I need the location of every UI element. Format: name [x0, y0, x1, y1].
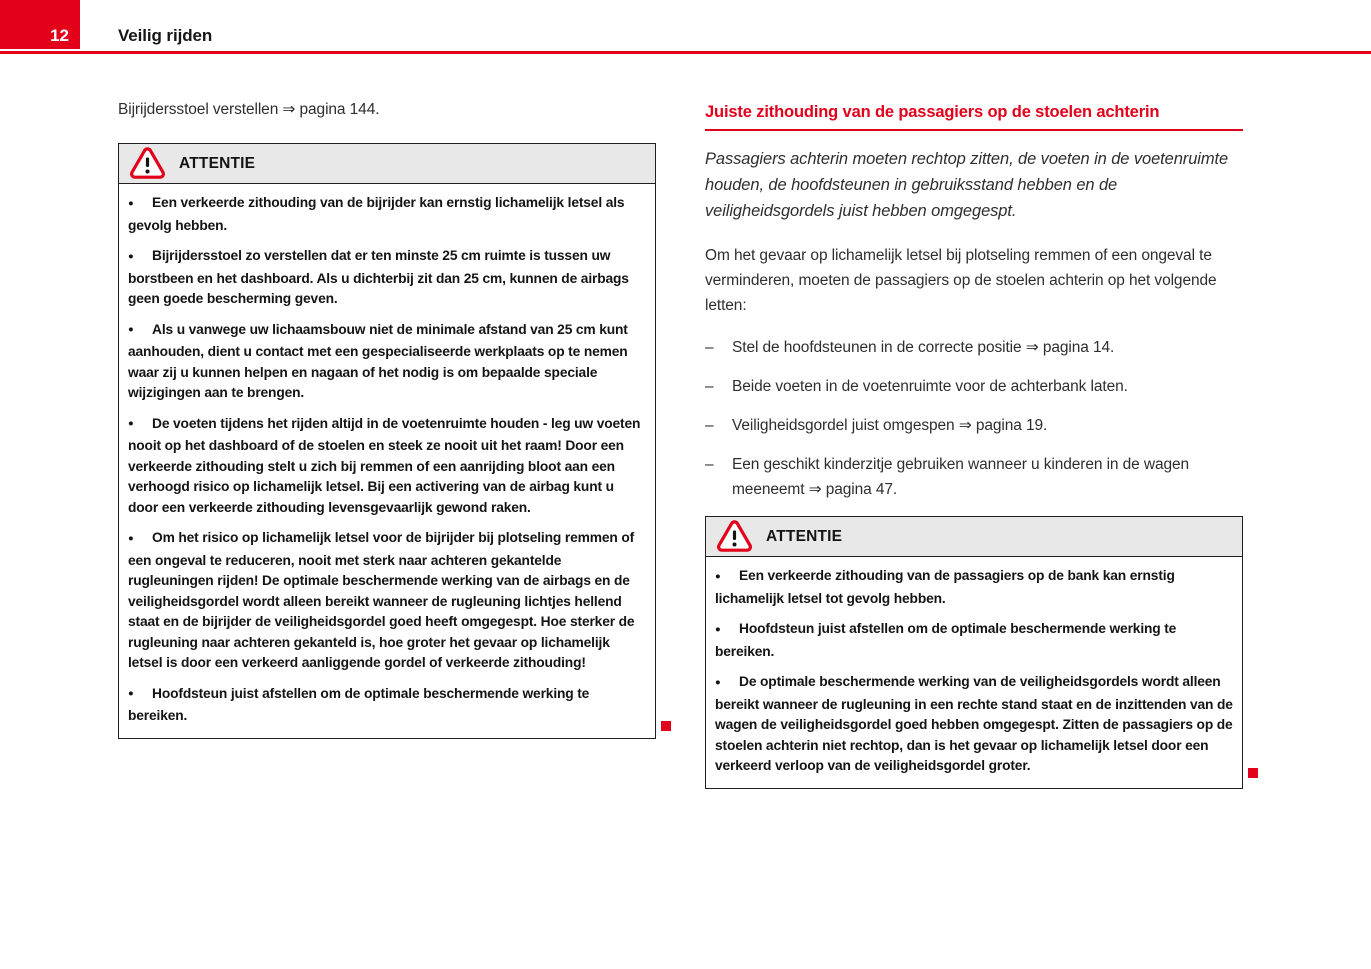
- warning-bullet-text: Een verkeerde zithouding van de bijrijder kan ernstig lichamelijk letsel als gevolg hebben.: [128, 195, 625, 233]
- bullet-icon: [128, 528, 152, 551]
- warning-bullet-text: Een verkeerde zithouding van de passagiers op de bank kan ernstig lichamelijk letsel tot gevolg hebben.: [715, 568, 1175, 606]
- warning-box-right: [705, 516, 1243, 789]
- warning-triangle-icon: [129, 147, 166, 180]
- warning-bullet: [128, 193, 647, 236]
- warning-bullet: [128, 246, 647, 310]
- bullet-icon: [715, 566, 739, 589]
- bullet-icon: [128, 414, 152, 437]
- list-item: – Beide voeten in de voetenruimte voor de achterbank laten.: [705, 374, 1243, 399]
- cross-reference-line: Bijrijdersstoel verstellen ⇒ pagina 144.: [118, 101, 380, 118]
- section-end-marker: [661, 721, 671, 731]
- warning-bullet: [715, 672, 1234, 777]
- warning-bullet: [128, 528, 647, 674]
- warning-box-left: [118, 143, 656, 739]
- page-number: 12: [50, 26, 69, 45]
- bullet-icon: [715, 672, 739, 695]
- warning-box-body: [706, 557, 1242, 788]
- section-end-marker: [1248, 768, 1258, 778]
- header-divider: [0, 51, 1371, 54]
- warning-box-title: ATTENTIE: [179, 154, 256, 172]
- warning-box-title: ATTENTIE: [766, 527, 843, 545]
- page-number-box: [0, 0, 80, 49]
- instruction-list: [705, 335, 1243, 502]
- warning-bullet-text: De optimale beschermende werking van de veiligheidsgordels wordt alleen bereikt wanneer de rugleuning in een rechte stand staat en de inzittenden van de wagen de veiligheidsgordel goed hebben omgegespt. Zitten de passagiers op de stoelen achterin niet rechtop, dan is het gevaar op lichamelijk letsel door een verkeerd verloop van de veiligheidsgordel groter.: [715, 674, 1233, 773]
- warning-bullet: [715, 619, 1234, 662]
- warning-bullet: [128, 414, 647, 519]
- bullet-icon: [128, 320, 152, 343]
- section-title: Juiste zithouding van de passagiers op de stoelen achterin: [705, 103, 1243, 131]
- warning-bullet: [128, 320, 647, 404]
- warning-bullet-text: Als u vanwege uw lichaamsbouw niet de minimale afstand van 25 cm kunt aanhouden, dient u contact met een gespecialiseerde werkplaats op te nemen waar zij u kunnen helpen en nagaan of het nodig is om bepaalde speciale wijzigingen aan te brengen.: [128, 321, 628, 400]
- warning-box-header: [706, 517, 1242, 557]
- bullet-icon: [128, 246, 152, 269]
- bullet-icon: [715, 619, 739, 642]
- lead-paragraph: Passagiers achterin moeten rechtop zitten, de voeten in de voetenruimte houden, de hoofdsteunen in gebruiksstand hebben en de veiligheidsgordels juist hebben omgegespt.: [705, 150, 1229, 220]
- list-item: – Stel de hoofdsteunen in de correcte positie ⇒ pagina 14.: [705, 335, 1243, 360]
- list-item: – Veiligheidsgordel juist omgespen ⇒ pagina 19.: [705, 413, 1243, 438]
- body-paragraph: Om het gevaar op lichamelijk letsel bij plotseling remmen of een ongeval te verminderen, moeten de passagiers op de stoelen achterin op het volgende letten:: [705, 247, 1217, 314]
- list-item: – Een geschikt kinderzitje gebruiken wanneer u kinderen in de wagen meeneemt ⇒ pagina 47.: [705, 452, 1243, 502]
- bullet-icon: [128, 193, 152, 216]
- warning-bullet-text: Om het risico op lichamelijk letsel voor de bijrijder bij plotseling remmen of een ongeval te reduceren, nooit met sterk naar achteren gekantelde rugleuningen rijden! De optimale beschermende werking van de airbags en de veiligheidsgordel wordt alleen bereikt wanneer de rugleuning lichtjes hellend staat en de bijrijder de veiligheidsgordel goed heeft omgegespt. Hoe sterker de rugleuning naar achteren gekanteld is, hoe groter het gevaar op lichamelijk letsel is door een verkeerd aanliggende gordel of verkeerde zithouding!: [128, 530, 635, 670]
- warning-bullet-text: Hoofdsteun juist afstellen om de optimale beschermende werking te bereiken.: [128, 685, 590, 723]
- warning-triangle-icon: [716, 520, 753, 553]
- warning-box-header: [119, 144, 655, 184]
- warning-bullet-text: Hoofdsteun juist afstellen om de optimale beschermende werking te bereiken.: [715, 621, 1177, 659]
- left-column: [118, 100, 656, 739]
- warning-bullet: [715, 566, 1234, 609]
- warning-box-body: [119, 184, 655, 738]
- right-column: [705, 100, 1243, 789]
- bullet-icon: [128, 684, 152, 707]
- warning-bullet-text: De voeten tijdens het rijden altijd in de voetenruimte houden - leg uw voeten nooit op het dashboard of de stoelen en steek ze nooit uit het raam! Door een verkeerde zithouding stelt u zich bij remmen of een aanrijding bloot aan een verhoogd risico op lichamelijk letsel. Bij een activering van de airbag kunt u door een verkeerde zithouding levensgevaarlijk gewond raken.: [128, 415, 641, 515]
- chapter-title: Veilig rijden: [118, 26, 213, 45]
- warning-bullet: [128, 684, 647, 727]
- warning-bullet-text: Bijrijdersstoel zo verstellen dat er ten minste 25 cm ruimte is tussen uw borstbeen en het dashboard. Als u dichterbij zit dan 25 cm, kunnen de airbags geen goede bescherming geven.: [128, 248, 629, 306]
